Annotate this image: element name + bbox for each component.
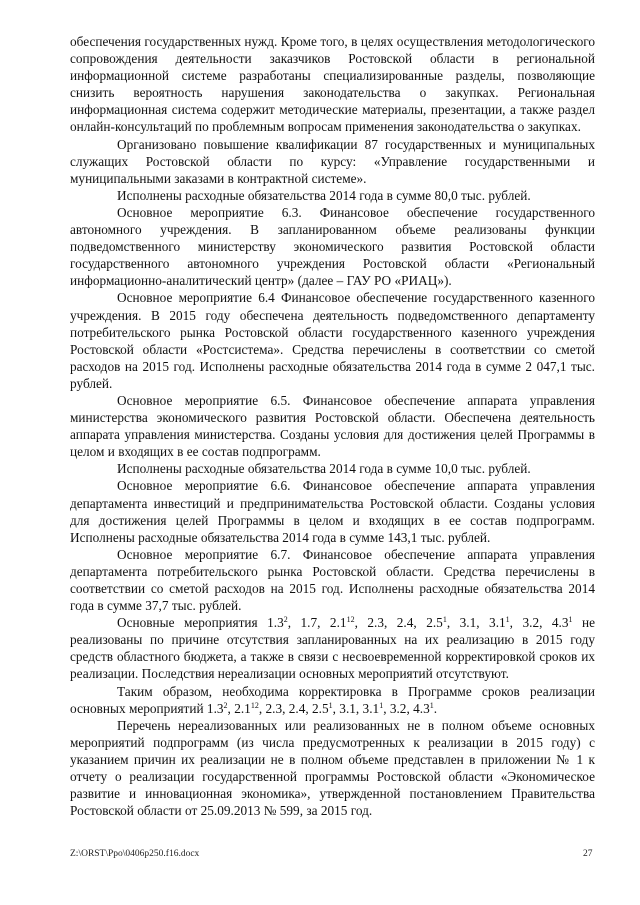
- footer-file-path: Z:\ORST\Ppo\0406p250.f16.docx: [70, 849, 200, 859]
- text-segment: , 3.2, 4.3: [383, 700, 430, 716]
- text-segment: , 2.3, 2.4, 2.5: [258, 700, 329, 716]
- text-segment: , 3.2, 4.3: [509, 615, 569, 631]
- paragraph-measure-6-7: Основное мероприятие 6.7. Финансовое обеспечение аппарата управления департамента потребительского рынка Ростовской области. Средства перечислены в соответствии со сметой расходов на 2015 год. Исполнены расходные обязательства 2014 года в сумме 37,7 тыс. рублей.: [70, 546, 595, 614]
- paragraph-correction-needed: [70, 683, 595, 717]
- footnote-superscript: 1: [429, 700, 434, 710]
- paragraph-expenses-10: Исполнены расходные обязательства 2014 года в сумме 10,0 тыс. рублей.: [117, 461, 531, 477]
- paragraph-measure-6-4: Основное мероприятие 6.4 Финансовое обеспечение государственного казенного учреждения. В 2015 году обеспечена деятельность подведомственного департаменту потребительского рынка Ростовской области государственного казенного учреждения Ростовской области «Ростсистема». Средства перечислены в соответствии со сметой расходов на 2015 год. Исполнены расходные обязательства 2014 года в сумме 2 047,1 тыс. рублей.: [70, 290, 595, 391]
- footnote-superscript: 2: [283, 615, 288, 625]
- text-segment: , 2.3, 2.4, 2.5: [354, 615, 443, 631]
- paragraph-procurement-system: обеспечения государственных нужд. Кроме того, в целях осуществления методологического сопровождения деятельности заказчиков Ростовской области в региональной информационной системе разработаны специализированные разделы, позволяющие снизить вероятность нарушения законодательства о закупках. Региональная информационная система содержит методические материалы, презентации, а также раздел онлайн-консультаций по проблемным вопросам применения законодательства о закупках.: [70, 34, 595, 135]
- footnote-superscript: 12: [346, 615, 355, 625]
- text-segment: не реализованы по причине отсутствия запланированных на их реализацию в 2015 году средств областного бюджета, а также в связи с несвоевременной корректировкой сроков их реализации. Последствия нереализации основных мероприятий отсутствуют.: [70, 615, 596, 682]
- paragraph-qualification: Организовано повышение квалификации 87 государственных и муниципальных служащих Ростовской области по курсу: «Управление государственными и муниципальными заказами в контрактной системе».: [70, 136, 595, 186]
- paragraph-measure-6-5: Основное мероприятие 6.5. Финансовое обеспечение аппарата управления министерства экономического развития Ростовской области. Обеспечена деятельность аппарата управления министерства. Созданы условия для достижения целей Программы в целом и входящих в ее состав подпрограмм.: [70, 392, 595, 460]
- text-segment: Таким образом, необходима корректировка в Программе сроков реализации основных мероприятий 1.3: [70, 683, 595, 716]
- footnote-superscript: 1: [442, 615, 447, 625]
- text-segment: , 3.1, 3.1: [446, 615, 506, 631]
- paragraph-measure-6-3: Основное мероприятие 6.3. Финансовое обеспечение государственного автономного учреждения. В запланированном объеме реализованы функции подведомственного министерству экономического развития Ростовской области государственного автономного учреждения Ростовской области «Региональный информационно-аналитический центр» (далее – ГАУ РО «РИАЦ»).: [70, 204, 595, 289]
- footnote-superscript: 1: [379, 700, 384, 710]
- footnote-superscript: 1: [568, 615, 573, 625]
- footnote-superscript: 12: [250, 700, 259, 710]
- paragraph-measure-6-6: Основное мероприятие 6.6. Финансовое обеспечение аппарата управления департамента инвестиций и предпринимательства Ростовской области. Созданы условия для достижения целей Программы в целом и входящих в ее состав подпрограмм. Исполнены расходные обязательства 2014 года в сумме 143,1 тыс. рублей.: [70, 478, 595, 545]
- footnote-superscript: 1: [505, 615, 510, 625]
- page-number: 27: [583, 849, 593, 859]
- paragraph-list-of-measures: Перечень нереализованных или реализованных не в полном объеме основных мероприятий подпрограмм (из числа предусмотренных к реализации в 2015 году) с указанием причин их реализации не в полном объеме представлен в приложении № 1 к отчету о реализации государственной программы Ростовской области «Экономическое развитие и инновационная экономика», утвержденной постановлением Правительства Ростовской области от 25.09.2013 № 599, за 2015 год.: [70, 717, 595, 819]
- document-body: [70, 33, 595, 819]
- text-segment: , 1.7, 2.1: [287, 615, 347, 631]
- text-segment: , 3.1, 3.1: [332, 700, 380, 716]
- paragraph-unrealized-measures: [70, 614, 595, 682]
- text-segment: .: [433, 700, 438, 716]
- footnote-superscript: 2: [223, 700, 228, 710]
- text-segment: Основные мероприятия 1.3: [117, 615, 284, 631]
- footnote-superscript: 1: [328, 700, 333, 710]
- paragraph-expenses-80: Исполнены расходные обязательства 2014 года в сумме 80,0 тыс. рублей.: [117, 187, 531, 203]
- text-segment: , 2.1: [227, 700, 251, 716]
